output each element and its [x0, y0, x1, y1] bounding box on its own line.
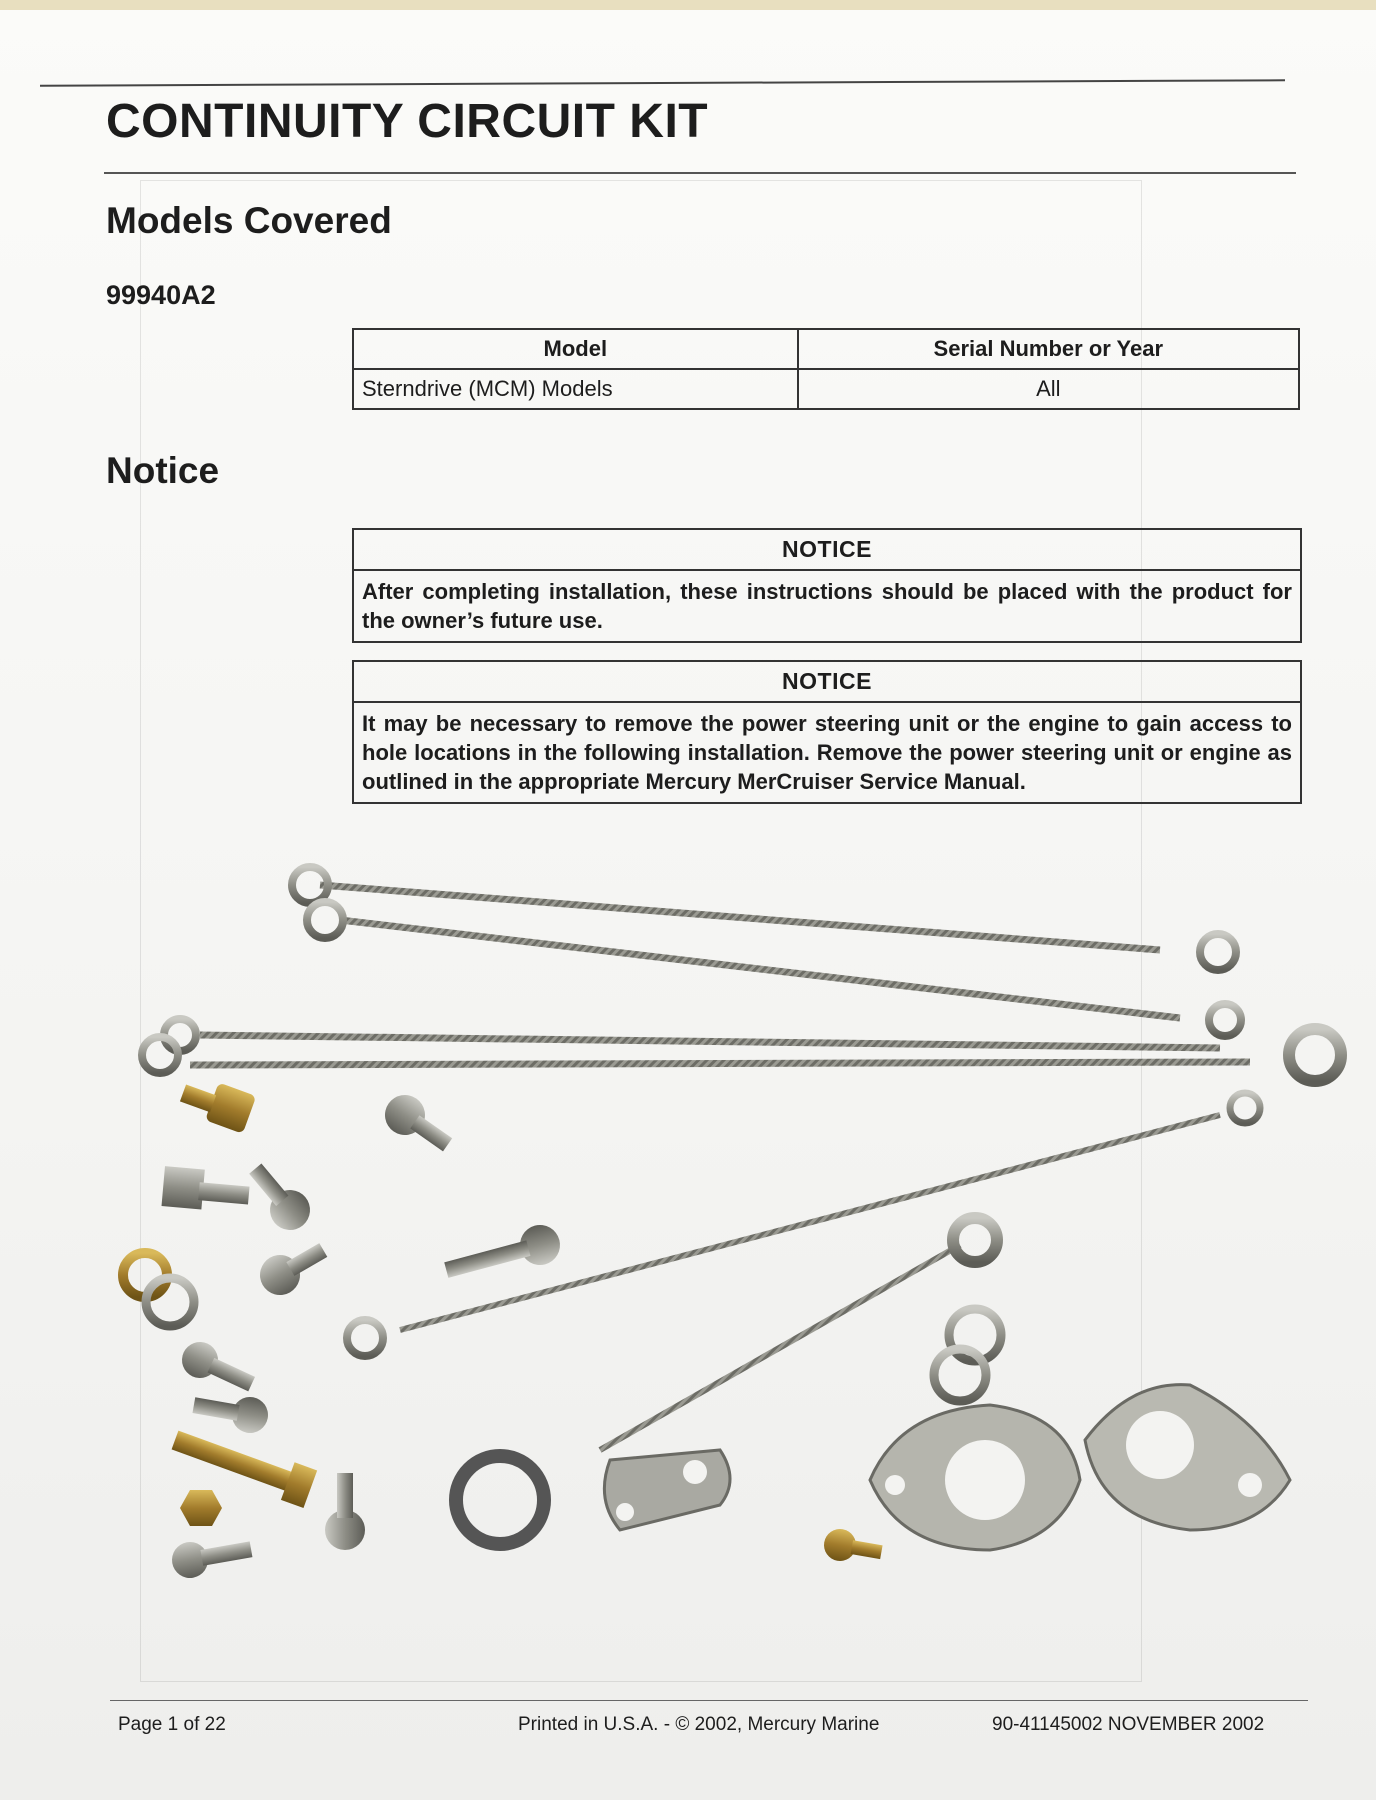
table-row: [353, 369, 1299, 409]
ring-terminal: [1209, 1004, 1241, 1036]
models-table: [352, 328, 1300, 410]
notice-box-text: It may be necessary to remove the power steering unit or the engine to gain access to hole locations in the following installation. Remove the power steering unit or engine as outlined in the appropriate Mercury MerCruiser Service Manual.: [362, 711, 1292, 794]
column-header-model: Model: [353, 329, 798, 369]
kit-hardware-photo: [0, 840, 1376, 1660]
cable: [400, 1115, 1220, 1330]
ground-plates: [604, 1385, 1290, 1550]
ring-terminal: [953, 1218, 997, 1262]
footer-page-number: Page 1 of 22: [118, 1714, 226, 1735]
screws-and-bolts: [162, 1072, 885, 1581]
section-heading-models: Models Covered: [106, 200, 392, 241]
table-header-row: [353, 329, 1299, 369]
ring-terminal: [1200, 934, 1236, 970]
footer-printed: Printed in U.S.A. - © 2002, Mercury Marine: [518, 1714, 880, 1735]
footer-doc-id: 90-41145002 NOVEMBER 2002: [992, 1714, 1265, 1735]
column-header-serial: Serial Number or Year: [798, 329, 1299, 369]
notice-box-title: NOTICE: [354, 662, 1300, 703]
ring-terminal: [1289, 1029, 1341, 1081]
notice-box-title: NOTICE: [354, 530, 1300, 571]
ring-terminal: [142, 1037, 178, 1073]
ring-terminal: [347, 1320, 383, 1356]
top-rule: [40, 79, 1285, 86]
notice-box-2: [352, 660, 1302, 804]
table-cell-model: Sterndrive (MCM) Models: [353, 369, 798, 409]
ring-terminal: [1230, 1093, 1260, 1123]
table-cell-serial: All: [798, 369, 1299, 409]
footer-rule: [110, 1700, 1308, 1701]
lock-washer: [146, 1278, 194, 1326]
title-rule: [104, 172, 1296, 174]
cable: [190, 1062, 1250, 1065]
cable: [320, 885, 1160, 950]
document-title: CONTINUITY CIRCUIT KIT: [106, 95, 709, 148]
hex-nut: [180, 1490, 222, 1526]
paper-edge: [0, 0, 1376, 10]
cable: [200, 1035, 1220, 1048]
ring-terminal: [307, 902, 343, 938]
cable: [600, 1245, 960, 1450]
ring-terminal: [456, 1456, 544, 1544]
kit-number: 99940A2: [106, 280, 216, 310]
notice-box-text: After completing installation, these instructions should be placed with the product for the owner’s future use.: [362, 579, 1292, 633]
cable: [340, 920, 1180, 1018]
section-heading-notice: Notice: [106, 450, 220, 491]
notice-box-1: [352, 528, 1302, 643]
